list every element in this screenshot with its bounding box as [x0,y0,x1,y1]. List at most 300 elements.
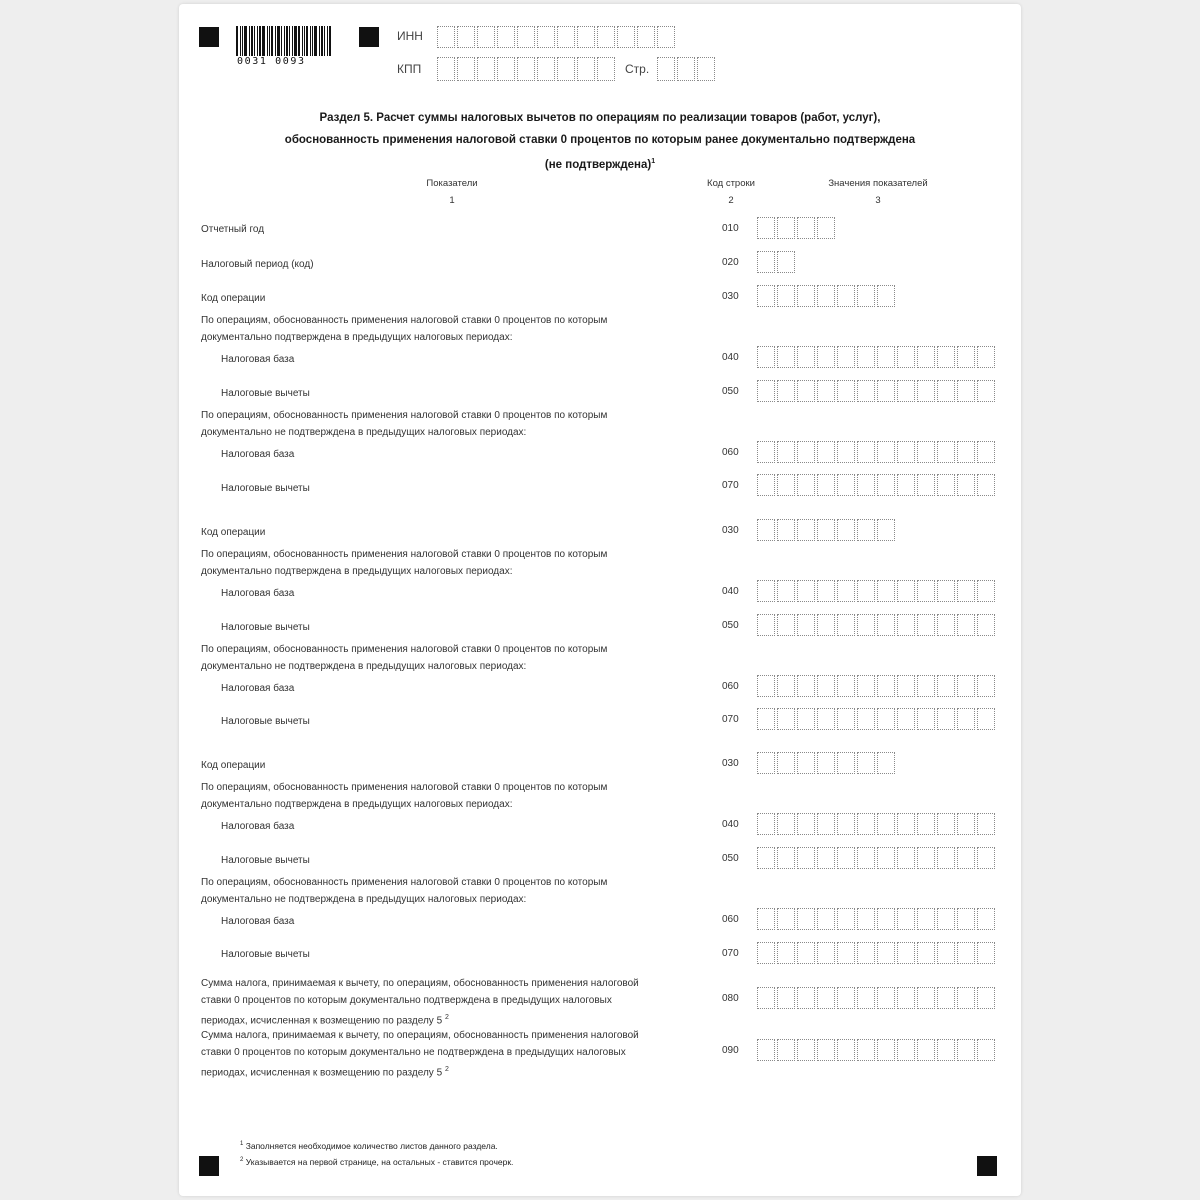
sum-080-line-1: Сумма налога, принимаемая к вычету, по операциям, обоснованность применения налоговой [201,978,639,989]
character-cell[interactable] [877,752,895,774]
line-code-030: 030 [722,291,739,302]
character-cell[interactable] [837,675,855,697]
barcode-bar [251,26,253,56]
not-confirmed-intro-line-1: По операциям, обоснованность применения налоговой ставки 0 процентов по которым [201,877,608,888]
sum-090-line-2: ставки 0 процентов по которым документально не подтверждена в предыдущих налоговых [201,1047,626,1058]
kpp-field[interactable] [437,57,617,81]
character-cell[interactable] [797,752,815,774]
column-header-values: Значения показателей [828,178,928,189]
character-cell[interactable] [957,441,975,463]
character-cell[interactable] [797,519,815,541]
character-cell[interactable] [797,942,815,964]
character-cell[interactable] [937,441,955,463]
character-cell[interactable] [757,519,775,541]
character-cell[interactable] [577,26,595,48]
character-cell[interactable] [757,285,775,307]
character-cell[interactable] [957,580,975,602]
character-cell[interactable] [817,942,835,964]
character-cell[interactable] [477,26,495,48]
character-cell[interactable] [937,614,955,636]
character-cell[interactable] [957,908,975,930]
barcode-bar [310,26,311,56]
tax-deductions-field[interactable] [757,474,997,496]
tax-deductions-field[interactable] [757,847,997,869]
column-number-3: 3 [875,195,881,206]
character-cell[interactable] [977,346,995,368]
character-cell[interactable] [577,57,595,81]
character-cell[interactable] [877,614,895,636]
character-cell[interactable] [837,1039,855,1061]
character-cell[interactable] [757,251,775,273]
character-cell[interactable] [797,908,815,930]
tax-deductions-label: Налоговые вычеты [221,483,310,494]
character-cell[interactable] [937,847,955,869]
tax-deductions-field[interactable] [757,942,997,964]
page-number-label: Стр. [625,62,650,76]
barcode-bar [275,26,276,56]
character-cell[interactable] [817,708,835,730]
character-cell[interactable] [797,614,815,636]
character-cell[interactable] [897,987,915,1009]
tax-period-label: Налоговый период (код) [201,259,314,270]
character-cell[interactable] [937,580,955,602]
character-cell[interactable] [877,942,895,964]
character-cell[interactable] [877,380,895,402]
character-cell[interactable] [837,441,855,463]
character-cell[interactable] [797,987,815,1009]
tax-base-field[interactable] [757,675,997,697]
character-cell[interactable] [777,519,795,541]
character-cell[interactable] [817,217,835,239]
character-cell[interactable] [917,708,935,730]
character-cell[interactable] [797,580,815,602]
operation-code-field[interactable] [757,285,897,307]
character-cell[interactable] [617,26,635,48]
character-cell[interactable] [777,441,795,463]
character-cell[interactable] [857,380,875,402]
character-cell[interactable] [797,285,815,307]
character-cell[interactable] [937,675,955,697]
character-cell[interactable] [937,380,955,402]
character-cell[interactable] [977,908,995,930]
character-cell[interactable] [837,908,855,930]
character-cell[interactable] [977,380,995,402]
character-cell[interactable] [917,987,935,1009]
character-cell[interactable] [797,708,815,730]
not-confirmed-intro-line-1: По операциям, обоснованность применения налоговой ставки 0 процентов по которым [201,410,608,421]
character-cell[interactable] [857,580,875,602]
character-cell[interactable] [897,942,915,964]
character-cell[interactable] [477,57,495,81]
tax-base-field[interactable] [757,580,997,602]
tax-base-field[interactable] [757,908,997,930]
tax-period-field[interactable] [757,251,797,273]
character-cell[interactable] [937,708,955,730]
character-cell[interactable] [877,474,895,496]
barcode-bar [286,26,288,56]
character-cell[interactable] [897,614,915,636]
barcode-bar [306,26,308,56]
character-cell[interactable] [857,614,875,636]
column-header-line-code: Код строки [707,178,755,189]
character-cell[interactable] [777,942,795,964]
character-cell[interactable] [957,380,975,402]
character-cell[interactable] [837,708,855,730]
character-cell[interactable] [817,847,835,869]
character-cell[interactable] [897,675,915,697]
tax-deductions-label: Налоговые вычеты [221,716,310,727]
tax-deductions-field[interactable] [757,380,997,402]
character-cell[interactable] [857,908,875,930]
character-cell[interactable] [777,987,795,1009]
character-cell[interactable] [657,57,675,81]
character-cell[interactable] [917,908,935,930]
barcode-bar [262,26,265,56]
not-confirmed-intro-line-2: документально не подтверждена в предыдущих налоговых периодах: [201,661,527,672]
character-cell[interactable] [857,813,875,835]
character-cell[interactable] [897,346,915,368]
character-cell[interactable] [877,346,895,368]
character-cell[interactable] [937,346,955,368]
character-cell[interactable] [757,708,775,730]
character-cell[interactable] [777,1039,795,1061]
character-cell[interactable] [857,1039,875,1061]
barcode-bar [257,26,258,56]
character-cell[interactable] [897,580,915,602]
character-cell[interactable] [457,26,475,48]
character-cell[interactable] [777,752,795,774]
character-cell[interactable] [557,26,575,48]
barcode-bar [289,26,290,56]
character-cell[interactable] [817,346,835,368]
character-cell[interactable] [917,813,935,835]
line-code-060: 060 [722,914,739,925]
character-cell[interactable] [817,580,835,602]
character-cell[interactable] [817,614,835,636]
page-number-field[interactable] [657,57,717,81]
character-cell[interactable] [877,285,895,307]
character-cell[interactable] [757,441,775,463]
character-cell[interactable] [937,942,955,964]
character-cell[interactable] [857,942,875,964]
character-cell[interactable] [757,847,775,869]
character-cell[interactable] [497,26,515,48]
confirmed-intro-line-2: документально подтверждена в предыдущих налоговых периодах: [201,799,513,810]
character-cell[interactable] [957,614,975,636]
character-cell[interactable] [857,708,875,730]
character-cell[interactable] [757,942,775,964]
character-cell[interactable] [877,813,895,835]
line-code-090: 090 [722,1045,739,1056]
character-cell[interactable] [777,580,795,602]
character-cell[interactable] [837,987,855,1009]
character-cell[interactable] [917,1039,935,1061]
character-cell[interactable] [777,614,795,636]
character-cell[interactable] [757,474,775,496]
character-cell[interactable] [877,708,895,730]
sum-080-line-2: ставки 0 процентов по которым документально подтверждена в предыдущих налоговых [201,995,612,1006]
character-cell[interactable] [977,474,995,496]
line-code-070: 070 [722,480,739,491]
character-cell[interactable] [957,987,975,1009]
line-code-040: 040 [722,586,739,597]
character-cell[interactable] [597,57,615,81]
character-cell[interactable] [757,380,775,402]
character-cell[interactable] [857,441,875,463]
character-cell[interactable] [757,346,775,368]
character-cell[interactable] [877,847,895,869]
character-cell[interactable] [957,1039,975,1061]
character-cell[interactable] [757,580,775,602]
character-cell[interactable] [917,847,935,869]
character-cell[interactable] [897,441,915,463]
character-cell[interactable] [797,1039,815,1061]
character-cell[interactable] [897,474,915,496]
character-cell[interactable] [877,908,895,930]
line-code-030: 030 [722,758,739,769]
character-cell[interactable] [797,346,815,368]
character-cell[interactable] [777,908,795,930]
character-cell[interactable] [937,1039,955,1061]
line-code-050: 050 [722,620,739,631]
line-code-030: 030 [722,525,739,536]
character-cell[interactable] [897,1039,915,1061]
not-confirmed-intro-line-2: документально не подтверждена в предыдущих налоговых периодах: [201,894,527,905]
character-cell[interactable] [777,251,795,273]
character-cell[interactable] [777,217,795,239]
operation-code-label: Код операции [201,527,266,538]
barcode-bar [249,26,250,56]
character-cell[interactable] [817,441,835,463]
footnote-2 [240,1157,513,1167]
character-cell[interactable] [797,847,815,869]
character-cell[interactable] [857,675,875,697]
character-cell[interactable] [657,26,675,48]
character-cell[interactable] [977,1039,995,1061]
tax-deductions-label: Налоговые вычеты [221,388,310,399]
character-cell[interactable] [817,1039,835,1061]
barcode-bar [298,26,300,56]
character-cell[interactable] [957,813,975,835]
barcode-bar [302,26,303,56]
character-cell[interactable] [797,380,815,402]
character-cell[interactable] [777,813,795,835]
character-cell[interactable] [857,474,875,496]
character-cell[interactable] [977,675,995,697]
character-cell[interactable] [517,26,535,48]
character-cell[interactable] [897,908,915,930]
character-cell[interactable] [837,847,855,869]
character-cell[interactable] [897,708,915,730]
barcode [236,26,340,67]
character-cell[interactable] [957,708,975,730]
character-cell[interactable] [757,908,775,930]
character-cell[interactable] [777,675,795,697]
barcode-bar [294,26,297,56]
barcode-bar [242,26,243,56]
character-cell[interactable] [977,580,995,602]
character-cell[interactable] [917,942,935,964]
character-cell[interactable] [857,346,875,368]
tax-deductions-field[interactable] [757,708,997,730]
sum-080-field[interactable] [757,987,997,1009]
character-cell[interactable] [837,813,855,835]
character-cell[interactable] [837,519,855,541]
reporting-year-field[interactable] [757,217,837,239]
character-cell[interactable] [837,346,855,368]
character-cell[interactable] [977,708,995,730]
character-cell[interactable] [917,346,935,368]
character-cell[interactable] [817,813,835,835]
character-cell[interactable] [637,26,655,48]
line-code-040: 040 [722,352,739,363]
corner-marker-top-mid [359,27,379,47]
character-cell[interactable] [897,847,915,869]
character-cell[interactable] [817,474,835,496]
character-cell[interactable] [837,580,855,602]
character-cell[interactable] [917,474,935,496]
character-cell[interactable] [937,474,955,496]
character-cell[interactable] [877,519,895,541]
character-cell[interactable] [877,987,895,1009]
character-cell[interactable] [917,614,935,636]
character-cell[interactable] [537,26,555,48]
character-cell[interactable] [877,441,895,463]
footnote-1-mark: 1 [240,1141,244,1148]
barcode-bar [327,26,328,56]
character-cell[interactable] [797,675,815,697]
character-cell[interactable] [937,987,955,1009]
character-cell[interactable] [797,813,815,835]
column-header-indicators: Показатели [426,178,478,189]
character-cell[interactable] [797,217,815,239]
character-cell[interactable] [977,441,995,463]
character-cell[interactable] [857,987,875,1009]
character-cell[interactable] [837,285,855,307]
character-cell[interactable] [957,675,975,697]
character-cell[interactable] [777,285,795,307]
barcode-bar [281,26,282,56]
character-cell[interactable] [917,441,935,463]
character-cell[interactable] [837,474,855,496]
character-cell[interactable] [437,26,455,48]
character-cell[interactable] [697,57,715,81]
character-cell[interactable] [777,474,795,496]
character-cell[interactable] [857,285,875,307]
character-cell[interactable] [977,942,995,964]
character-cell[interactable] [757,614,775,636]
tax-deductions-field[interactable] [757,614,997,636]
inn-field[interactable] [437,26,677,48]
barcode-bar [321,26,323,56]
character-cell[interactable] [517,57,535,81]
character-cell[interactable] [757,217,775,239]
character-cell[interactable] [937,908,955,930]
footnote-1 [240,1141,498,1151]
character-cell[interactable] [757,987,775,1009]
tax-base-label: Налоговая база [221,588,295,599]
character-cell[interactable] [977,847,995,869]
tax-base-field[interactable] [757,346,997,368]
character-cell[interactable] [777,708,795,730]
character-cell[interactable] [837,614,855,636]
character-cell[interactable] [817,285,835,307]
character-cell[interactable] [797,441,815,463]
character-cell[interactable] [897,380,915,402]
character-cell[interactable] [917,675,935,697]
line-code-050: 050 [722,386,739,397]
confirmed-intro-line-2: документально подтверждена в предыдущих налоговых периодах: [201,566,513,577]
character-cell[interactable] [897,813,915,835]
tax-base-field[interactable] [757,441,997,463]
character-cell[interactable] [977,813,995,835]
character-cell[interactable] [457,57,475,81]
character-cell[interactable] [877,675,895,697]
sum-090-field[interactable] [757,1039,997,1061]
character-cell[interactable] [777,847,795,869]
character-cell[interactable] [837,752,855,774]
character-cell[interactable] [837,380,855,402]
character-cell[interactable] [797,474,815,496]
character-cell[interactable] [757,675,775,697]
character-cell[interactable] [597,26,615,48]
character-cell[interactable] [957,474,975,496]
tax-deductions-label: Налоговые вычеты [221,855,310,866]
character-cell[interactable] [757,1039,775,1061]
character-cell[interactable] [857,519,875,541]
character-cell[interactable] [777,346,795,368]
footnote-mark: 2 [444,1066,449,1073]
character-cell[interactable] [757,752,775,774]
character-cell[interactable] [977,614,995,636]
character-cell[interactable] [917,580,935,602]
character-cell[interactable] [957,942,975,964]
barcode-number: 0031 0093 [237,56,306,67]
character-cell[interactable] [557,57,575,81]
character-cell[interactable] [857,847,875,869]
operation-code-field[interactable] [757,519,897,541]
character-cell[interactable] [817,380,835,402]
character-cell[interactable] [977,987,995,1009]
character-cell[interactable] [537,57,555,81]
character-cell[interactable] [877,1039,895,1061]
character-cell[interactable] [857,752,875,774]
character-cell[interactable] [677,57,695,81]
character-cell[interactable] [837,942,855,964]
character-cell[interactable] [497,57,515,81]
character-cell[interactable] [957,346,975,368]
character-cell[interactable] [917,380,935,402]
character-cell[interactable] [817,752,835,774]
character-cell[interactable] [817,908,835,930]
character-cell[interactable] [437,57,455,81]
character-cell[interactable] [757,813,775,835]
character-cell[interactable] [817,987,835,1009]
character-cell[interactable] [817,675,835,697]
operation-code-field[interactable] [757,752,897,774]
tax-base-field[interactable] [757,813,997,835]
character-cell[interactable] [957,847,975,869]
corner-marker-bottom-right [977,1156,997,1176]
character-cell[interactable] [937,813,955,835]
character-cell[interactable] [817,519,835,541]
operation-code-label: Код операции [201,293,266,304]
character-cell[interactable] [877,580,895,602]
barcode-bar [319,26,320,56]
section-title-line-1: Раздел 5. Расчет суммы налоговых вычетов по операциям по реализации товаров (работ, услуг), [319,112,881,124]
character-cell[interactable] [777,380,795,402]
barcode-bar [304,26,305,56]
